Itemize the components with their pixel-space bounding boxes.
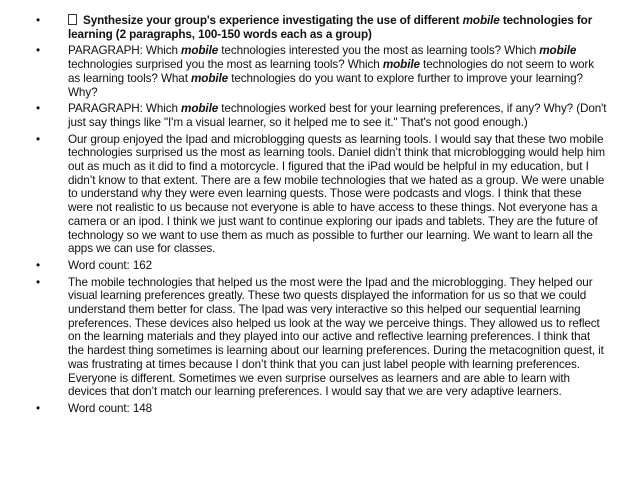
emphasis-text: mobile (181, 102, 219, 116)
bullet-text: Our group enjoyed the Ipad and microblogging quests as learning tools. I would say that these two mobile technologies surprised us the most as learning tools. Daniel didn’t think that microblogging would help him out as much as it did to find a motorcycle. I figured that the iPad would be helpful in my education, but I didn’t know to that extent. There are a few mobile technologies that we hated as a group. We were unable to understand why they were even learning quests. Those were podcasts and vlogs. I think that these were not realistic to us because not everyone is able to have access to these things. Not everyone has a camera or an ipod. I think we just want to continue exploring our ipads and tablets. They are the future of technology so we want to use them as much as possible to further our learning. We want to learn all the apps we can use for classes. (68, 132, 605, 256)
emphasis-text: mobile (190, 71, 229, 85)
emphasis-text: mobile (181, 44, 219, 58)
bullet-word-count-2 (36, 402, 608, 416)
bullet-text: technologies worked best for your learning preferences, if any? Why? (Don't just say things like "I'm a visual learner, so it helped me to see it." That's not good enough.) (68, 102, 607, 129)
bullet-text: Word count: 162 (68, 258, 153, 272)
box-icon (68, 14, 77, 25)
bullet-text: Synthesize your group's experience investigating the use of different (83, 14, 463, 27)
emphasis-text: mobile (539, 44, 577, 58)
bullet-text: technologies for learning (2 paragraphs, 100-150 words each as a group) (68, 14, 593, 41)
bullet-word-count-1 (36, 259, 608, 273)
bullet-paragraph-1-instructions (36, 44, 608, 99)
bullet-paragraph-1-answer (36, 133, 608, 256)
bullet-text: technologies do you want to explore further to improve your learning? Why? (68, 71, 583, 99)
bullet-text: technologies do not seem to work as learning tools? What (68, 58, 594, 85)
emphasis-text: mobile (382, 58, 420, 72)
bullet-prompt (36, 14, 608, 41)
bullet-text: PARAGRAPH: Which (68, 44, 182, 58)
bullet-text: The mobile technologies that helped us the most were the Ipad and the microblogging. They helped our visual learning preferences greatly. These two quests displayed the information for us so that we could understand them better for class. The Ipad was very interactive so this helped our sequential learning preferences. These devices also helped us look at the way we perceive things. They allowed us to reflect on the learning materials and they played into our active and reflective learning preferences. I think that the hardest thing sometimes is learning about our learning preferences. During the metacognition quest, it was frustrating at times because I don’t think that you can just label people with learning preferences. Everyone is different. Sometimes we even surprise ourselves as learners and are able to learn with devices that don’t match our learning preferences. I would say that we are very adaptive learners. (68, 275, 604, 399)
bullet-text: technologies interested you the most as learning tools? Which (218, 44, 540, 58)
bullet-text: Word count: 148 (68, 401, 153, 415)
bullet-list (36, 14, 608, 419)
emphasis-text: mobile (462, 14, 500, 27)
bullet-text: PARAGRAPH: Which (68, 102, 182, 116)
bullet-text: technologies surprised you the most as learning tools? Which (68, 58, 383, 72)
bullet-paragraph-2-instructions (36, 102, 608, 129)
bullet-paragraph-2-answer (36, 276, 608, 399)
